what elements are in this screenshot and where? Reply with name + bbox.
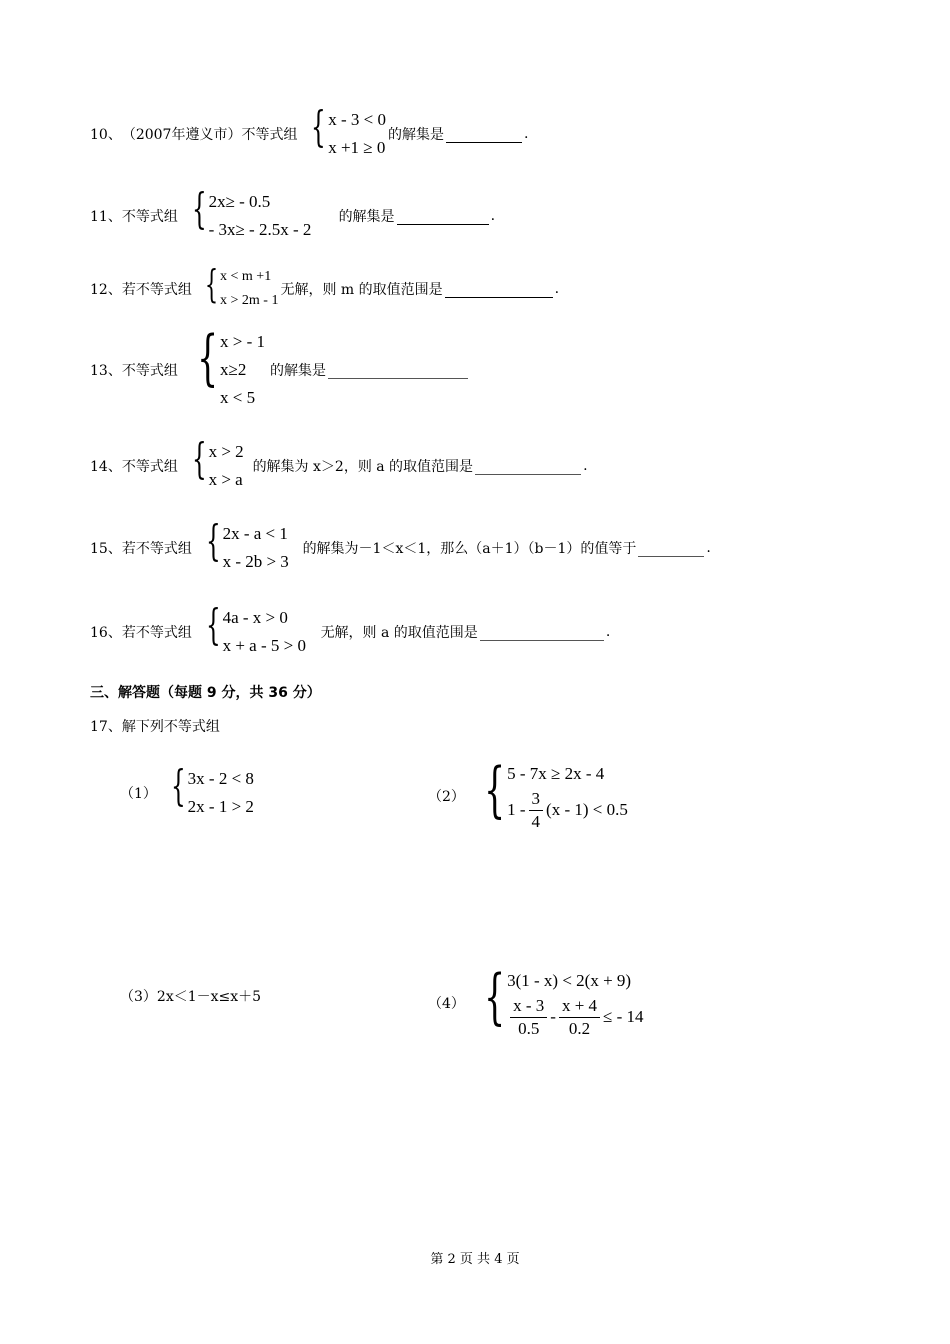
system-row: x - 2b > 3 [222,552,289,571]
inequality-system [467,754,628,833]
problem-text: 若不等式组 [121,541,192,557]
fraction-numerator: x + 4 [559,995,600,1018]
problem-17-3 [120,986,261,1006]
fraction-denominator: 0.2 [568,1018,591,1038]
problem-17-4 [428,962,646,1044]
system-row: x > 2m - 1 [220,293,279,308]
fraction [510,995,547,1040]
problem-15 [90,516,711,576]
problem-text: 的解集是 [338,209,395,225]
problem-text: 不等式组 [121,363,178,379]
system-row: x + a - 5 > 0 [222,636,306,655]
period: . [583,458,588,474]
fraction-denominator: 0.5 [518,1018,540,1038]
problem-text: 无解，则 a 的取值范围是 [320,625,478,641]
fraction [559,995,600,1040]
sub-label: （3） [120,989,157,1005]
fraction-numerator: x - 3 [510,995,547,1018]
problem-number: 11、 [90,209,122,225]
answer-blank[interactable] [475,458,581,475]
system-row: x > - 1 [220,332,266,351]
problem-17-title: 17、解下列不等式组 [90,719,220,735]
inequality-system [194,262,279,313]
problem-text: 无解，则 m 的取值范围是 [280,282,443,298]
problem-text: 的解集是 [387,127,444,143]
system-row: 2x - a < 1 [222,524,288,543]
system-row: 2x - 1 > 2 [187,797,254,816]
period: . [706,540,711,556]
fraction [529,788,544,833]
system-row: x - 3 < 0 [328,110,386,129]
sub-label: （2） [428,789,465,805]
system-row: x < m +1 [220,269,272,284]
row-prefix: 1 - [507,800,526,819]
inequality-system [299,102,386,162]
fraction-denominator: 4 [531,811,541,831]
answer-blank[interactable] [328,362,468,379]
system-row [507,995,643,1040]
answer-blank[interactable] [638,540,704,557]
section-heading: 三、解答题（每题 9 分，共 36 分） [90,685,321,701]
problem-number: 10、 [90,127,122,143]
inequality-system [180,323,268,412]
brace-icon: { [191,434,207,483]
problem-text: 的解集是 [270,363,327,379]
problem-number: 14、 [90,459,122,475]
problem-text: （2007年遵义市）不等式组 [121,127,298,143]
page-footer: 第 2 页 共 4 页 [430,1252,520,1267]
brace-icon: { [204,262,219,306]
brace-icon: { [191,184,207,233]
inequality-system [180,434,251,494]
problem-text: 若不等式组 [121,282,192,298]
answer-blank[interactable] [445,281,553,298]
inequality-system [194,516,301,576]
system-row: x > 2 [208,442,244,461]
answer-blank[interactable] [397,208,489,225]
system-row: x≥2 [220,360,247,379]
sub-label: （4） [428,996,465,1012]
system-row: - 3x≥ - 2.5x - 2 [208,220,312,239]
problem-number: 16、 [90,625,122,641]
brace-icon: { [170,761,186,810]
problem-17-2 [428,756,630,836]
problem-13 [90,323,470,412]
problem-14 [90,434,588,494]
problem-text: 若不等式组 [121,625,192,641]
row-suffix: ≤ - 14 [603,1007,644,1026]
problem-16 [90,600,611,660]
fraction-numerator: 3 [529,788,544,811]
brace-icon: { [205,516,221,565]
brace-icon: { [205,600,221,649]
brace-icon: { [484,754,506,825]
inequality-chain: 2x＜1－x≤x＋5 [156,989,262,1005]
problem-10 [90,102,529,162]
row-suffix: (x - 1) < 0.5 [546,800,628,819]
problem-11 [90,184,496,244]
answer-blank[interactable] [480,624,604,641]
problem-17-1 [120,761,256,822]
brace-icon: { [197,323,219,393]
problem-text: 的解集为－1＜x＜1，那么（a＋1）（b－1）的值等于 [302,541,637,557]
system-row: x < 5 [220,388,256,407]
period: . [490,208,496,224]
sub-label: （1） [120,786,157,802]
system-row [507,788,628,833]
system-row: 3x - 2 < 8 [187,769,254,788]
brace-icon: { [484,961,506,1032]
problem-number: 13、 [90,363,122,379]
problem-number: 15、 [90,541,122,557]
system-row: 5 - 7x ≥ 2x - 4 [507,763,605,783]
answer-blank[interactable] [446,126,522,143]
inequality-system [467,961,644,1040]
brace-icon: { [311,102,327,151]
problem-number: 12、 [90,282,122,298]
minus-sign: - [550,1007,556,1026]
problem-text: 的解集为 x＞2，则 a 的取值范围是 [252,459,474,475]
problem-text: 不等式组 [121,459,178,475]
system-row: 4a - x > 0 [222,608,288,627]
system-row: x > a [208,470,243,489]
period: . [554,281,560,297]
system-row: x +1 ≥ 0 [328,138,386,157]
inequality-system [194,600,319,660]
problem-12 [90,264,559,314]
problem-text: 不等式组 [121,209,178,225]
inequality-system [180,184,337,244]
system-row: 2x≥ - 0.5 [208,192,271,211]
period: . [605,624,611,640]
inequality-system [159,761,254,821]
system-row: 3(1 - x) < 2(x + 9) [507,970,632,990]
period: . [523,126,529,142]
